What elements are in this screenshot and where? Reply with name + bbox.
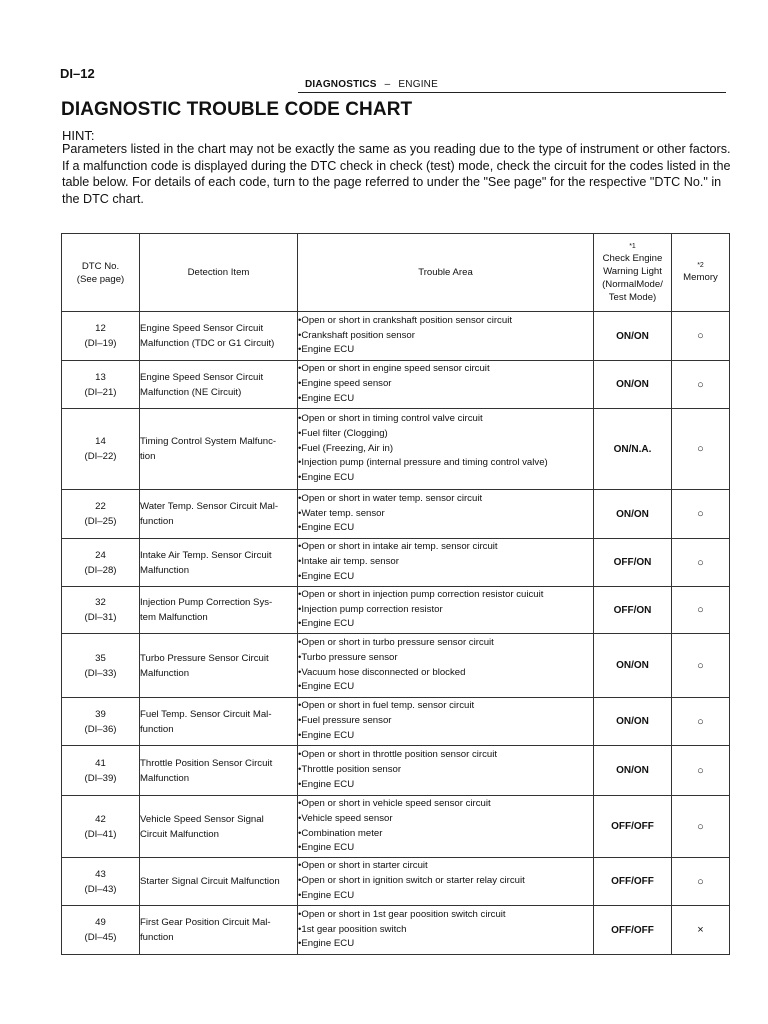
- trouble-area-line: •Open or short in crankshaft position sensor circuit: [298, 314, 512, 326]
- trouble-area-cell: [298, 796, 594, 858]
- dtc-number: 49: [95, 917, 106, 928]
- table-row: [62, 906, 730, 955]
- table-row: [62, 312, 730, 361]
- table-row: [62, 858, 730, 906]
- hint-label: HINT:: [62, 128, 95, 143]
- trouble-area-cell: [298, 539, 594, 587]
- warning-light-status: ON/N.A.: [594, 409, 672, 490]
- detection-item-line: function: [140, 932, 174, 943]
- trouble-area-line: •Throttle position sensor: [298, 764, 402, 776]
- dtc-cell: [62, 539, 140, 587]
- subsection-name: ENGINE: [398, 79, 438, 90]
- dtc-cell: [62, 634, 140, 698]
- trouble-area-line: •Engine ECU: [298, 729, 355, 741]
- trouble-area-line: •Open or short in fuel temp. sensor circuit: [298, 700, 475, 712]
- dtc-number: 13: [95, 371, 106, 383]
- trouble-area-line: •Injection pump correction resistor: [298, 603, 443, 615]
- dtc-cell: [62, 409, 140, 490]
- detection-item-line: function: [140, 723, 174, 735]
- trouble-area-line: •Injection pump (internal pressure and timing control valve): [298, 457, 548, 469]
- trouble-area-cell: [298, 698, 594, 746]
- trouble-area-line: •Vacuum hose disconnected or blocked: [298, 666, 466, 678]
- see-page: (DI–43): [84, 883, 117, 895]
- dtc-number: 41: [95, 757, 106, 769]
- warning-light-status: OFF/ON: [594, 587, 672, 634]
- header-check-engine-light: *1 Check Engine Warning Light (NormalMode/ Test Mode): [594, 234, 672, 312]
- detection-item-cell: [140, 746, 298, 796]
- trouble-area-cell: [298, 361, 594, 409]
- trouble-area-cell: [298, 858, 594, 906]
- page-code: DI–12: [60, 66, 95, 81]
- detection-item-line: Injection Pump Correction Sys-: [140, 597, 273, 608]
- warning-light-status: ON/ON: [594, 634, 672, 698]
- dtc-number: 35: [95, 652, 106, 664]
- detection-item-line: tion: [140, 451, 156, 462]
- see-page: (DI–33): [84, 667, 117, 679]
- memory-mark: ×: [672, 906, 730, 955]
- detection-item-line: Timing Control System Malfunc-: [140, 436, 277, 447]
- memory-mark: ○: [672, 634, 730, 698]
- warning-light-status: ON/ON: [594, 698, 672, 746]
- detection-item-line: Starter Signal Circuit Malfunction: [140, 876, 280, 887]
- trouble-area-line: •Engine ECU: [298, 618, 355, 630]
- trouble-area-line: •Open or short in injection pump correction resistor cuicuit: [298, 588, 544, 600]
- trouble-area-line: •Open or short in starter circuit: [298, 860, 428, 872]
- memory-mark: ○: [672, 587, 730, 634]
- warning-light-status: OFF/OFF: [594, 858, 672, 906]
- table-row: [62, 796, 730, 858]
- trouble-area-line: •Engine ECU: [298, 472, 355, 484]
- trouble-area-line: •Engine ECU: [298, 392, 355, 404]
- trouble-area-line: •Open or short in engine speed sensor circuit: [298, 363, 490, 375]
- table-row: [62, 634, 730, 698]
- header-separator: –: [384, 79, 391, 90]
- header-detection-item: Detection Item: [140, 234, 298, 312]
- table-row: [62, 746, 730, 796]
- header-memory: *2 Memory: [672, 234, 730, 312]
- memory-mark: ○: [672, 312, 730, 361]
- detection-item-line: Throttle Position Sensor Circuit: [140, 757, 273, 769]
- detection-item-line: Malfunction: [140, 667, 190, 679]
- trouble-area-line: •Fuel (Freezing, Air in): [298, 442, 394, 454]
- trouble-area-line: •Vehicle speed sensor: [298, 812, 393, 824]
- detection-item-cell: [140, 858, 298, 906]
- footnote-marker: *1: [629, 242, 636, 250]
- table-row: [62, 409, 730, 490]
- detection-item-line: Vehicle Speed Sensor Signal: [140, 813, 264, 825]
- detection-item-line: Water Temp. Sensor Circuit Mal-: [140, 501, 279, 512]
- detection-item-line: Fuel Temp. Sensor Circuit Mal-: [140, 708, 272, 720]
- memory-mark: ○: [672, 746, 730, 796]
- trouble-area-cell: [298, 409, 594, 490]
- detection-item-cell: [140, 409, 298, 490]
- dtc-number: 24: [95, 549, 106, 561]
- see-page: (DI–31): [84, 612, 117, 623]
- trouble-area-line: •Engine ECU: [298, 842, 355, 854]
- trouble-area-line: •1st gear poosition switch: [298, 923, 407, 935]
- intro-paragraph: If a malfunction code is displayed during the DTC check in check (test) mode, check the circuit for the codes listed in the table below. For details of each code, turn to the page referred to under the "See page" for the respective "DTC No." in the DTC chart.: [62, 158, 731, 206]
- see-page: (DI–19): [84, 338, 117, 349]
- header-rule: [298, 92, 726, 93]
- detection-item-line: Malfunction: [140, 564, 190, 576]
- header-dtc-no: DTC No. (See page): [62, 234, 140, 312]
- detection-item-cell: [140, 796, 298, 858]
- table-header-row: [62, 234, 730, 312]
- table-row: [62, 587, 730, 634]
- detection-item-line: Circuit Malfunction: [140, 828, 219, 840]
- trouble-area-line: •Open or short in throttle position sensor circuit: [298, 749, 498, 761]
- warning-light-status: OFF/ON: [594, 539, 672, 587]
- memory-mark: ○: [672, 698, 730, 746]
- trouble-area-line: •Open or short in turbo pressure sensor circuit: [298, 636, 494, 648]
- table-row: [62, 361, 730, 409]
- dtc-number: 14: [95, 436, 106, 447]
- see-page: (DI–28): [84, 564, 117, 576]
- dtc-table: [61, 233, 730, 955]
- trouble-area-line: •Open or short in timing control valve circuit: [298, 412, 483, 424]
- dtc-cell: [62, 746, 140, 796]
- memory-mark: ○: [672, 490, 730, 539]
- trouble-area-line: •Engine ECU: [298, 570, 355, 582]
- detection-item-cell: [140, 906, 298, 955]
- see-page: (DI–25): [84, 516, 117, 527]
- dtc-number: 43: [95, 868, 106, 880]
- trouble-area-line: •Engine speed sensor: [298, 378, 392, 390]
- trouble-area-cell: [298, 906, 594, 955]
- memory-mark: ○: [672, 539, 730, 587]
- trouble-area-cell: [298, 587, 594, 634]
- trouble-area-cell: [298, 490, 594, 539]
- trouble-area-line: •Engine ECU: [298, 681, 355, 693]
- detection-item-cell: [140, 698, 298, 746]
- dtc-number: 42: [95, 813, 106, 825]
- detection-item-line: Turbo Pressure Sensor Circuit: [140, 652, 269, 664]
- trouble-area-cell: [298, 746, 594, 796]
- dtc-cell: [62, 906, 140, 955]
- dtc-cell: [62, 312, 140, 361]
- trouble-area-line: •Water temp. sensor: [298, 507, 385, 519]
- trouble-area-line: •Fuel pressure sensor: [298, 715, 392, 727]
- see-page: (DI–41): [84, 828, 117, 840]
- detection-item-line: Engine Speed Sensor Circuit: [140, 323, 264, 334]
- detection-item-line: Malfunction (NE Circuit): [140, 386, 242, 398]
- trouble-area-line: •Turbo pressure sensor: [298, 651, 398, 663]
- trouble-area-line: •Combination meter: [298, 827, 383, 839]
- detection-item-line: Malfunction (TDC or G1 Circuit): [140, 338, 275, 349]
- footnote-marker: *2: [697, 262, 704, 269]
- detection-item-cell: [140, 490, 298, 539]
- detection-item-line: First Gear Position Circuit Mal-: [140, 917, 271, 928]
- trouble-area-line: •Open or short in 1st gear poosition switch circuit: [298, 908, 506, 920]
- trouble-area-line: •Crankshaft position sensor: [298, 329, 415, 341]
- see-page: (DI–36): [84, 723, 117, 735]
- dtc-number: 22: [95, 501, 106, 512]
- memory-mark: ○: [672, 409, 730, 490]
- warning-light-status: ON/ON: [594, 490, 672, 539]
- trouble-area-line: •Fuel filter (Clogging): [298, 427, 388, 439]
- trouble-area-line: •Intake air temp. sensor: [298, 556, 399, 568]
- detection-item-cell: [140, 587, 298, 634]
- see-page: (DI–45): [84, 932, 117, 943]
- section-name: DIAGNOSTICS: [305, 79, 377, 90]
- memory-mark: ○: [672, 361, 730, 409]
- trouble-area-line: •Engine ECU: [298, 522, 355, 534]
- warning-light-status: OFF/OFF: [594, 906, 672, 955]
- dtc-number: 12: [95, 323, 106, 334]
- trouble-area-line: •Engine ECU: [298, 938, 355, 950]
- trouble-area-line: •Engine ECU: [298, 889, 355, 901]
- trouble-area-line: •Open or short in vehicle speed sensor circuit: [298, 797, 491, 809]
- trouble-area-cell: [298, 634, 594, 698]
- table-row: [62, 490, 730, 539]
- warning-light-status: ON/ON: [594, 312, 672, 361]
- detection-item-line: Engine Speed Sensor Circuit: [140, 371, 264, 383]
- detection-item-cell: [140, 361, 298, 409]
- detection-item-line: Malfunction: [140, 772, 190, 784]
- trouble-area-line: •Open or short in intake air temp. sensor circuit: [298, 541, 498, 553]
- dtc-number: 39: [95, 708, 106, 720]
- table-body: [62, 312, 730, 955]
- dtc-cell: [62, 698, 140, 746]
- intro-paragraph: Parameters listed in the chart may not be exactly the same as you reading due to the type of instrument or other factors.: [62, 142, 731, 156]
- warning-light-status: ON/ON: [594, 746, 672, 796]
- detection-item-line: function: [140, 516, 174, 527]
- table-row: [62, 539, 730, 587]
- detection-item-line: Intake Air Temp. Sensor Circuit: [140, 549, 272, 561]
- see-page: (DI–39): [84, 772, 117, 784]
- detection-item-cell: [140, 312, 298, 361]
- trouble-area-line: •Engine ECU: [298, 344, 355, 356]
- warning-light-status: ON/ON: [594, 361, 672, 409]
- detection-item-line: tem Malfunction: [140, 612, 208, 623]
- warning-light-status: OFF/OFF: [594, 796, 672, 858]
- detection-item-cell: [140, 539, 298, 587]
- table-row: [62, 698, 730, 746]
- detection-item-cell: [140, 634, 298, 698]
- trouble-area-line: •Open or short in ignition switch or starter relay circuit: [298, 875, 525, 887]
- see-page: (DI–21): [84, 386, 117, 398]
- trouble-area-cell: [298, 312, 594, 361]
- memory-mark: ○: [672, 796, 730, 858]
- dtc-number: 32: [95, 597, 106, 608]
- trouble-area-line: •Open or short in water temp. sensor circuit: [298, 492, 483, 504]
- dtc-cell: [62, 361, 140, 409]
- dtc-cell: [62, 490, 140, 539]
- page-title: DIAGNOSTIC TROUBLE CODE CHART: [61, 99, 413, 120]
- see-page: (DI–22): [84, 451, 117, 462]
- memory-mark: ○: [672, 858, 730, 906]
- dtc-cell: [62, 858, 140, 906]
- trouble-area-line: •Engine ECU: [298, 778, 355, 790]
- dtc-cell: [62, 587, 140, 634]
- dtc-cell: [62, 796, 140, 858]
- header-trouble-area: Trouble Area: [298, 234, 594, 312]
- intro-text: [62, 141, 738, 207]
- running-head: [305, 79, 438, 90]
